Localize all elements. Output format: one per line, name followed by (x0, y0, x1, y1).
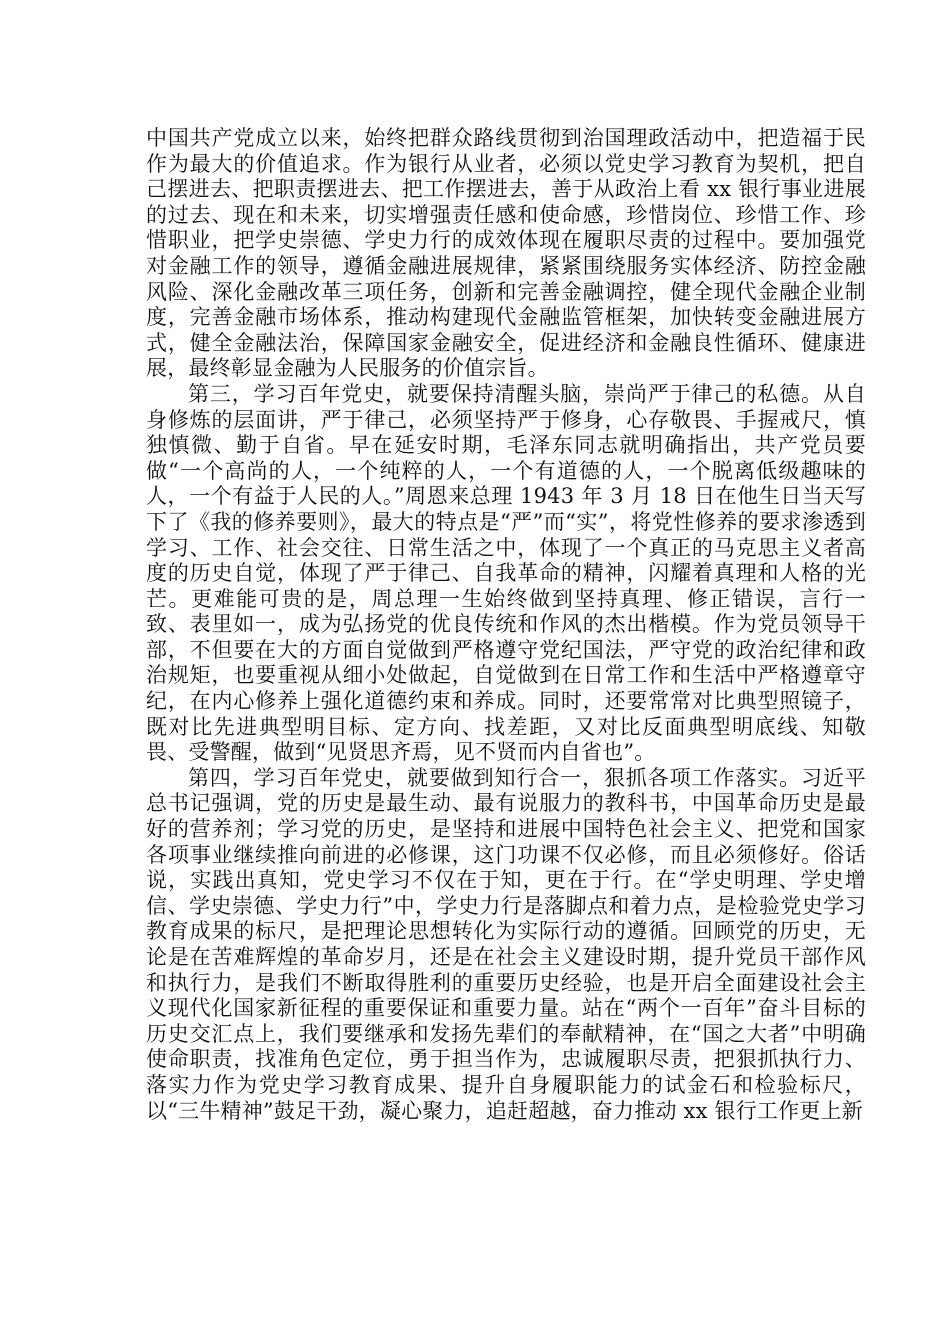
paragraph-fourth-point: 第四，学习百年党史，就要做到知行合一，狠抓各项工作落实。习近平总书记强调，党的历史是最生动、最有说服力的教科书，中国革命历史是最好的营养剂；学习党的历史，是坚持和进展中国特色社会主义、把党和国家各项事业继续推向前进的必修课，这门功课不仅必修，而且必须修好。俗话说，实践出真知，党史学习不仅在于知，更在于行。在“学史明理、学史增信、学史崇德、学史力行”中，学史力行是落脚点和着力点，是检验党史学习教育成果的标尺，是把理论思想转化为实际行动的遵循。回顾党的历史，无论是在苦难辉煌的革命岁月，还是在社会主义建设时期，提升党员干部作风和执行力，是我们不断取得胜利的重要历史经验，也是开启全面建设社会主义现代化国家新征程的重要保证和重要力量。站在“两个一百年”奋斗目标的历史交汇点上，我们要继承和发扬先辈们的奉献精神，在“国之大者”中明确使命职责，找准角色定位，勇于担当作为，忠诚履职尽责，把狠抓执行力、落实力作为党史学习教育成果、提升自身履职能力的试金石和检验标尺，以“三牛精神”鼓足干劲，凝心聚力，追赶超越，奋力推动 xx 银行工作更上新 (146, 765, 866, 1123)
paragraph-third-point: 第三，学习百年党史，就要保持清醒头脑，崇尚严于律己的私德。从自身修炼的层面讲，严于律己，必须坚持严于修身，心存敬畏、手握戒尺，慎独慎微、勤于自省。早在延安时期，毛泽东同志就明确指出，共产党员要做“一个高尚的人，一个纯粹的人，一个有道德的人，一个脱离低级趣味的人，一个有益于人民的人。”周恩来总理 1943 年 3 月 18 日在他生日当天写下了《我的修养要则》，最大的特点是“严”而“实”，将党性修养的要求渗透到学习、工作、社会交往、日常生活之中，体现了一个真正的马克思主义者高度的历史自觉，体现了严于律己、自我革命的精神，闪耀着真理和人格的光芒。更难能可贵的是，周总理一生始终做到坚持真理、修正错误，言行一致、表里如一，成为弘扬党的优良传统和作风的杰出楷模。作为党员领导干部，不但要在大的方面自觉做到严格遵守党纪国法，严守党的政治纪律和政治规矩，也要重视从细小处做起，自觉做到在日常工作和生活中严格遵章守纪，在内心修养上强化道德约束和养成。同时，还要常常对比典型照镜子，既对比先进典型明目标、定方向、找差距，又对比反面典型明底线、知敬畏、受警醒，做到“见贤思齐焉，见不贤而内自省也”。 (146, 381, 866, 765)
paragraph-continuation: 中国共产党成立以来，始终把群众路线贯彻到治国理政活动中，把造福于民作为最大的价值追求。作为银行从业者，必须以党史学习教育为契机，把自己摆进去、把职责摆进去、把工作摆进去，善于从政治上看 xx 银行事业进展的过去、现在和未来，切实增强责任感和使命感，珍惜岗位、珍惜工作、珍惜职业，把学史崇德、学史力行的成效体现在履职尽责的过程中。要加强党对金融工作的领导，遵循金融进展规律，紧紧围绕服务实体经济、防控金融风险、深化金融改革三项任务，创新和完善金融调控，健全现代金融企业制度，完善金融市场体系，推动构建现代金融监管框架，加快转变金融进展方式，健全金融法治，保障国家金融安全，促进经济和金融良性循环、健康进展，最终彰显金融为人民服务的价值宗旨。 (146, 126, 866, 381)
document-body (146, 126, 866, 1124)
